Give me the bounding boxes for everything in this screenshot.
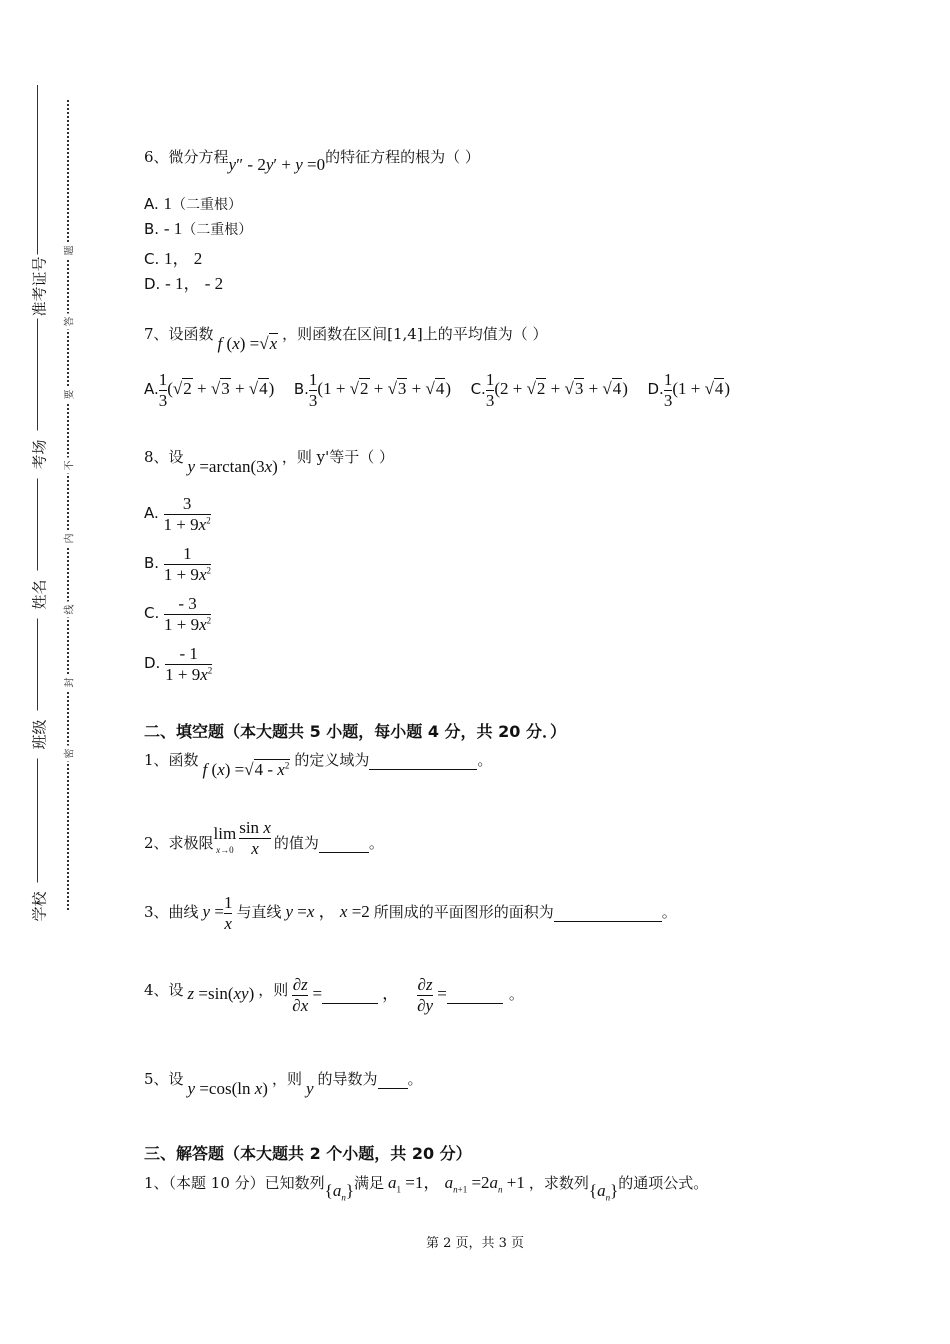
option-fraction: $\frac{1}{1 + 9x^2}$ xyxy=(163,544,211,584)
seal-char: 要 xyxy=(61,387,76,403)
q6-prefix: 6、微分方程 xyxy=(144,148,229,166)
page-footer: 第 2 页，共 3 页 xyxy=(425,1236,525,1251)
question-7 xyxy=(144,323,548,353)
option-label: A. xyxy=(144,380,159,399)
f4-end: 。 xyxy=(508,985,524,1004)
fraction-numerator: 1 xyxy=(183,544,192,563)
f5-prefix: 5、设 xyxy=(144,1070,184,1088)
q8-option-b xyxy=(144,544,211,584)
f5-variable: y xyxy=(305,1079,314,1098)
option-label: B. xyxy=(144,220,160,238)
option-label: C. xyxy=(144,250,160,268)
seal-char: 封 xyxy=(61,675,76,691)
seal-char: 题 xyxy=(61,243,76,259)
f1-suffix: 的定义域为 xyxy=(294,751,370,769)
seal-char: 密 xyxy=(61,746,76,762)
f4-prefix: 4、设 xyxy=(144,981,184,1000)
p1-prefix: 1、（本题 10 分）已知数列 xyxy=(144,1174,325,1192)
option-label: C. xyxy=(144,604,160,623)
answer-blank[interactable] xyxy=(322,985,378,1004)
p1-mid2: ，求数列 xyxy=(528,1174,589,1192)
f1-prefix: 1、函数 xyxy=(144,751,199,769)
school-label: 学校 xyxy=(29,883,50,931)
option-note: （二重根） xyxy=(182,222,253,238)
fraction-numerator: - 3 xyxy=(178,594,197,613)
option-label: D. xyxy=(144,275,161,293)
answer-blank[interactable] xyxy=(447,985,503,1004)
f3-suffix: 所围成的平面图形的面积为 xyxy=(373,903,554,922)
fill-question-1 xyxy=(144,749,493,779)
equals-sign: = xyxy=(433,984,447,1004)
q6-suffix: 的特征方程的根为（ ） xyxy=(325,148,480,166)
q7-function: f (x) =√x xyxy=(217,334,278,353)
q6-option-b xyxy=(144,219,252,239)
q8-option-d xyxy=(144,644,212,684)
binding-solid-line xyxy=(37,85,38,920)
q7-suffix: ，则函数在区间[1,4]上的平均值为（ ） xyxy=(282,325,548,343)
q7-prefix: 7、设函数 xyxy=(144,325,214,343)
partial-z-y: $\frac{\partial z}{\partial y}$ xyxy=(417,975,434,1015)
f2-fraction: $\frac{\text{sin x}}{x}$ xyxy=(239,818,271,858)
option-fraction: $\frac{- 3}{1 + 9x^2}$ xyxy=(164,594,212,634)
one-third-fraction: $\frac{1}{3}$ xyxy=(485,370,495,410)
solve-problem-1 xyxy=(144,1168,709,1203)
seal-char: 不 xyxy=(61,458,76,474)
q7-option-a-expr: (√2 + √3 + √4) xyxy=(167,379,275,399)
answer-blank[interactable] xyxy=(378,1070,408,1089)
fill-question-4 xyxy=(144,975,524,1015)
q6-option-d xyxy=(144,269,223,294)
fill-question-2 xyxy=(144,818,384,864)
section-2-title: 二、填空题（本大题共 5 小题，每小题 4 分，共 20 分．） xyxy=(144,722,566,741)
f3-curve: y = xyxy=(202,902,224,922)
option-value: 1 xyxy=(163,194,173,213)
f5-function: y =cos(ln x) xyxy=(187,1079,268,1098)
f3-lines: y =x ， x =2 xyxy=(285,902,370,922)
seal-char: 内 xyxy=(61,531,76,547)
option-label: A. xyxy=(144,504,159,523)
f2-suffix: 的值为 xyxy=(273,834,319,852)
answer-blank[interactable] xyxy=(554,903,662,922)
seal-char: 线 xyxy=(61,602,76,618)
f2-limit: lim $^{x\to 0}$ xyxy=(213,824,237,855)
option-label: A. xyxy=(144,195,159,213)
f3-mid: 与直线 xyxy=(236,903,282,922)
one-third-fraction: $\frac{1}{3}$ xyxy=(158,370,168,410)
f4-function: z =sin(xy) xyxy=(187,984,255,1004)
one-third-fraction: $\frac{1}{3}$ xyxy=(308,370,318,410)
option-label: C. xyxy=(470,380,486,399)
option-value: - 1， - 2 xyxy=(165,274,224,293)
f1-function: f $(x) =√4 - x^2$ xyxy=(202,760,290,779)
sequence-a-n: $\{a_n\}$ xyxy=(588,1181,619,1203)
q6-option-c xyxy=(144,244,202,269)
p1-mid1: 满足 xyxy=(354,1174,385,1192)
answer-blank[interactable] xyxy=(369,751,477,770)
option-label: D. xyxy=(144,654,161,673)
option-label: D. xyxy=(647,380,664,399)
q6-option-a xyxy=(144,194,242,214)
sequence-a-n: $\{a_n\}$ xyxy=(324,1181,355,1203)
seal-char: 答 xyxy=(61,314,76,330)
option-label: B. xyxy=(144,554,160,573)
f3-fraction: $\frac{1}{x}$ xyxy=(223,893,233,933)
class-label: 班级 xyxy=(29,711,50,759)
question-8 xyxy=(144,446,394,476)
option-fraction: $\frac{3}{1 + 9x^2}$ xyxy=(163,494,211,534)
ticket-number-label: 准考证号 xyxy=(30,256,49,317)
q7-options xyxy=(144,370,730,410)
fraction-numerator: - 1 xyxy=(179,644,198,663)
f5-mid: ，则 xyxy=(271,1070,302,1088)
fraction-numerator: 3 xyxy=(182,494,192,513)
f1-end: 。 xyxy=(477,751,493,769)
section-3-title: 三、解答题（本大题共 2 个小题，共 20 分） xyxy=(144,1144,472,1163)
initial-condition: $a_1 =1$， $a_{n+1} =2a_n +1$ xyxy=(388,1173,525,1195)
q8-option-a xyxy=(144,494,211,534)
q8-suffix: ，则 y'等于（ ） xyxy=(281,448,394,466)
f3-prefix: 3、曲线 xyxy=(144,903,199,922)
q8-function: y =arctan(3x) xyxy=(187,457,278,476)
option-value: - 1 xyxy=(163,219,183,238)
q8-option-c xyxy=(144,594,211,634)
partial-z-x: $\frac{\partial z}{\partial x}$ xyxy=(292,975,309,1015)
q7-option-b-expr: (1 + √2 + √3 + √4) xyxy=(317,379,452,399)
name-label: 姓名 xyxy=(29,571,50,619)
equals-sign: = xyxy=(308,984,323,1004)
option-label: B. xyxy=(293,380,309,399)
f4-mid: ，则 xyxy=(258,981,289,1000)
answer-blank[interactable] xyxy=(319,834,369,853)
binding-dotted-line xyxy=(67,100,69,910)
f2-end: 。 xyxy=(368,834,384,852)
comma-sep: ， xyxy=(382,984,400,1004)
fill-question-5 xyxy=(144,1068,423,1098)
f5-suffix: 的导数为 xyxy=(317,1070,378,1088)
f5-end: 。 xyxy=(407,1070,423,1088)
option-note: （二重根） xyxy=(172,197,243,213)
f2-prefix: 2、求极限 xyxy=(144,834,214,852)
q6-equation: y″ - 2y′ + y =0 xyxy=(228,155,326,174)
question-6 xyxy=(144,146,480,174)
option-fraction: $\frac{- 1}{1 + 9x^2}$ xyxy=(165,644,213,684)
exam-room-label: 考场 xyxy=(29,431,50,479)
option-value: 1， 2 xyxy=(164,249,203,268)
p1-suffix: 的通项公式。 xyxy=(618,1174,709,1192)
one-third-fraction: $\frac{1}{3}$ xyxy=(663,370,673,410)
q8-prefix: 8、设 xyxy=(144,448,184,466)
fill-question-3 xyxy=(144,893,677,933)
q7-option-d-expr: (1 + √4) xyxy=(672,379,731,399)
q7-option-c-expr: (2 + √2 + √3 + √4) xyxy=(494,379,628,399)
f3-end: 。 xyxy=(661,903,677,922)
